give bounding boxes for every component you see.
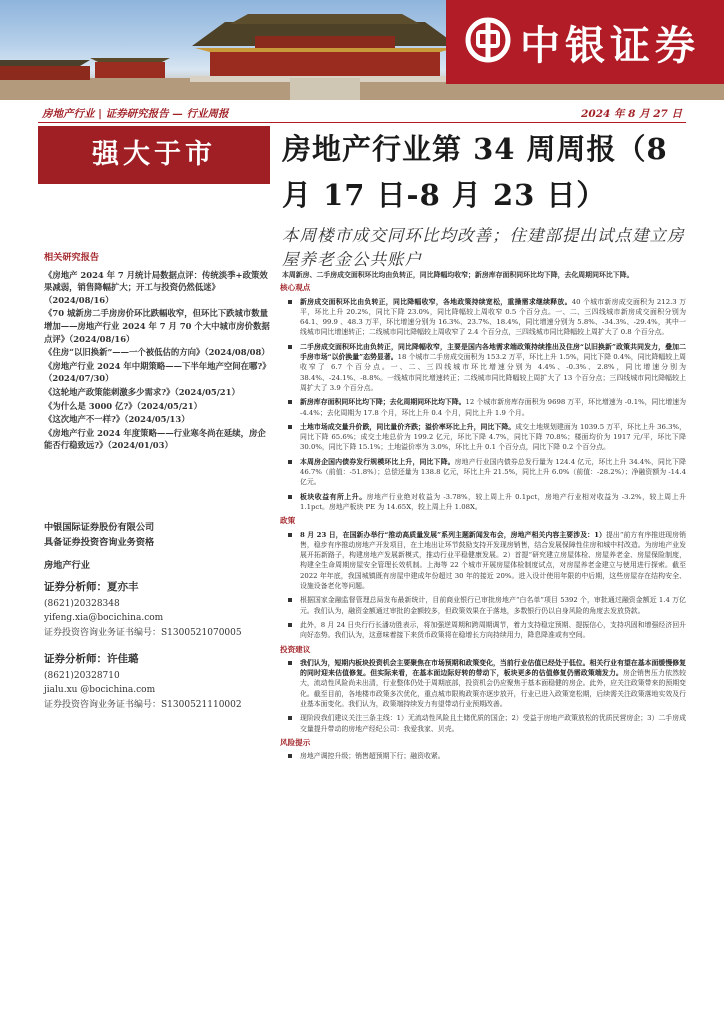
core-bullet [282,457,686,488]
section-heading-risk: 风险提示 [280,737,311,747]
bullet-text: 房地产行业绝对收益为 -3.78%，较上周上升 0.1pct，房地产行业相对收益为 -3.2%，较上周上升 1.1pct。房地产板块 PE 为 14.65X，较上周上升 1.08X。 [300,492,686,511]
boc-logo-icon [464,16,512,64]
analyst-phone: (8621)20328710 [44,670,120,681]
related-report-item[interactable]: 《这轮地产政策能刺激多少需求?》（2024/05/21） [44,386,240,397]
bullet-bold: 二手房成交面积环比由负转正，同比降幅收窄，主要是国内各地需求端政策持续推出及住房“以旧换新”政策共同发力，叠加二手房市场“以价换量”态势显著。 [300,342,686,362]
bullet-text: 12 个城市新房库存面积为 9698 万平，环比增速为 -0.1%，同比增速为 -4.4%；去化周期为 17.8 个月，环比上升 0.4 个月，同比上升 1.9 个月。 [300,398,687,417]
analyst-name: 夏亦丰 [107,581,139,593]
bullet-text: 房地产行业国内债券总发行量为 124.4 亿元，环比上升 34.4%，同比下降 46.7%（前值：-51.8%）；总偿还量为 138.8 亿元，环比上升 21.5%，同比上升 6.0%（前值：-28.2%）；净融资额为 -14.4 亿元。 [300,457,686,487]
core-bullet [282,397,686,418]
title-block [282,126,686,272]
rating-badge: 强大于市 [38,126,270,184]
company-info [44,520,270,573]
left-sidebar [38,126,270,184]
analyst-license: 证券投资咨询业务证书编号：S1300521070005 [44,627,242,638]
bullet-bold: 板块收益有所上升。 [300,492,367,501]
report-date: 2024 年 8 月 27 日 [581,108,682,120]
core-bullet [282,422,686,453]
bullet-text: 成交土地规划建面为 1039.5 万平，环比上升 36.3%，同比下降 65.6%；成交土地总价为 199.2 亿元，环比下降 4.7%，同比下降 70.8%；楼面均价为 1917 元/平，环比下降 30.0%，同比下降 15.1%；土地溢价率为 3.0%，环比上升 0.1 个百分点，同比下降 0.2 个百分点。 [300,422,686,452]
core-bullet [282,492,686,513]
related-report-item[interactable]: 《房地产行业 2024 年中期策略——下半年地产空间在哪?》（2024/07/30） [44,360,267,384]
bullet-text: 房企销售压力依然较大，流动性风险尚未出清，行业整体仍处于周期底部，投资机会仍应聚焦于基本面稳健的房企。此外，应关注政策带来的预期变化。截至目前，各地楼市政策多次优化，重点城市限购政策亦逐步放开，行业已进入政策宽松期，后续需关注政策落地实效及行业基本面变化。我们认为，政策端持续发力有望带动行业预期改善。 [300,669,687,708]
policy-bullet [282,595,686,616]
related-report-item[interactable]: 《房地产 2024 年 7 月统计局数据点评：传统淡季+政策效果减弱，销售降幅扩大；开工与投资仍然低迷》（2024/08/16） [44,269,268,305]
company-dept: 房地产行业 [44,560,90,571]
policy-bullet [282,530,686,592]
analyst-name: 许佳璐 [107,653,139,665]
analyst-name-line [44,652,270,667]
core-bullet [282,297,686,338]
invest-bullet [282,658,686,709]
bullet-text: 40 个城市新房成交面积为 212.3 万平，环比上升 20.2%，同比下降 23.0%，同比降幅较上周收窄 0.5 个百分点。一、二、三四线城市新房成交面积分别为 64.1、99.9 、48.3 万平，环比增速分别为 16.3%、23.7%、18.4%，同比增速分别为 5.8%、-34.3%、-29.4%，其中一线城市同比增速转正；二线城市同比降幅较上周收窄了 2.4 个百分点，三四线城市同比降幅较上周扩大了 0.8 个百分点。 [300,297,686,337]
related-report-item[interactable]: 《70 城新房二手房房价环比跌幅收窄，但环比下跌城市数量增加——房地产行业 2024 年 7 月 70 个大中城市房价数据点评》（2024/08/16） [44,308,270,344]
bullet-text: 此外，8 月 24 日央行行长潘功胜表示，将加强逆周期和跨周期调节，着力支持稳定预期、提振信心，支持巩固和增强经济回升向好态势。我们认为，这意味着接下来货币政策将在稳增长方向持续用力，降息降准或有空间。 [300,620,686,640]
bullet-bold: 新房成交面积环比由负转正，同比降幅收窄，各地政策持续宽松，重操需求继续释放。 [300,297,572,306]
logo-text: 中银证券 [520,23,700,69]
bullet-text: 18 个城市二手房成交面积为 153.2 万平，环比上升 1.5%，同比下降 0.4%，同比降幅较上周收窄了 6.7 个百分点。一、二、三四线城市环比增速分别为 4.4%、-0.3%、2.8%，同比增速分别为 38.4%、-24.1%、-8.8%。一线城市同比增速转正；二线城市同比降幅较上周扩大了 13 个百分点；三四线城市同比降幅较上周扩大了 3.9 个百分点。 [300,353,686,392]
analyst-license: 证券投资咨询业务证书编号：S1300521110002 [44,699,242,710]
bullet-text: 根据国家金融监督管理总局发布最新统计，目前商业银行已审批房地产“白名单”项目 5392 个，审批通过融资金额近 1.4 万亿元。我们认为，融资金额通过审批的金额较多，但政策效果在于落地，多数银行仍以自身风险的角度去发放贷款。 [300,596,686,615]
risk-bullet [282,751,686,761]
related-report-item[interactable]: 《这次地产不一样?》（2024/05/13） [44,414,190,425]
analyst-email[interactable]: yifeng.xia@bocichina.com [44,613,164,623]
bullet-bold: 土地市场成交量升价跌，同比量价齐跌；溢价率环比上升，同比下降。 [300,422,516,431]
report-title: 房地产行业第 34 周周报（8 月 17 日-8 月 23 日） [282,132,668,212]
header-banner [0,0,724,100]
report-category: 房地产行业 | 证券研究报告 — 行业周报 [42,108,229,120]
bullet-text: 提出“前方有序推进现房销售，稳步有序推动房地产开发项目，在土地出让环节鼓励支持开发现房销售，结合发展保障性住房和城中村改造。为房地产业发展开拓新路子，构建房地产发展新模式，推动行业平稳健康发展。2）首提“研究建立房屋体检、房屋养老金、房屋保险制度，构建全生命周期房屋安全管理长效机制。上海等 22 个城市开展房屋体检制度试点，对房屋养老金建立与使用进行探索。截至 2022 年年底，我国城镇既有房屋中建成年份超过 30 年的接近 20%。进入设计使用年限的中后期，这些房屋存在结构安全、设施设备老化等问题。 [300,530,686,591]
bullet-bold: 8 月 23 日，在国新办举行“推动高质量发展”系列主题新闻发布会，房地产相关内容主要涉及：1） [300,530,606,539]
analyst-email[interactable]: jialu.xu @bocichina.com [44,685,156,695]
company-qualification: 具备证券投资咨询业务资格 [44,537,155,548]
bullet-bold: 我们认为，短期内板块投资机会主要聚焦在市场预期和政策变化，当前行业估值已经处于低位。相关行业有望在基本面缓慢修复的同时迎来估值修复。但实际来看，在基本面边际好转的带动下，板块更多的估值修复仍需政策端发力。 [300,658,686,678]
section-heading-invest: 投资建议 [280,644,311,654]
related-report-item[interactable]: 《房地产行业 2024 年度策略——行业寒冬尚在延续，房企能否行稳致远?》（2024/01/03） [44,427,266,451]
analyst-card [44,580,270,640]
section-heading-core: 核心观点 [280,283,311,293]
section-heading-policy: 政策 [280,516,296,526]
company-name: 中银国际证券股份有限公司 [44,522,155,533]
report-lead: 本周新房、二手房成交面积环比均由负转正，同比降幅均收窄；新房库存面积同环比均下降，去化周期同环比下降。 [282,271,634,279]
analyst-label: 证券分析师： [44,653,107,665]
invest-bullet [282,713,686,734]
related-report-item[interactable]: 《住房“以旧换新”——一个被低估的方向》（2024/08/08） [44,347,270,358]
policy-bullet [282,620,686,641]
related-reports [44,252,270,453]
related-report-item[interactable]: 《为什么是 3000 亿?》（2024/05/21） [44,400,202,411]
bullet-text: 房地产调控升级；销售超预期下行；融资收紧。 [300,752,445,761]
report-body [282,270,686,765]
bullet-bold: 新房库存面积同环比均下降；去化周期同环比均下降。 [300,398,466,407]
analyst-name-line [44,580,270,595]
bullet-bold: 本周房企国内债券发行规模环比上升，同比下降。 [300,457,455,466]
logo-panel [446,0,724,84]
analyst-phone: (8621)20328348 [44,598,120,609]
analyst-label: 证券分析师： [44,581,107,593]
core-bullet [282,342,686,393]
bullet-text: 现阶段我们建议关注三条主线：1）无流动性风险且土储优质的国企；2）受益于房地产政策放松的优质民营房企；3）二手房成交量提升带动的房地产经纪公司：我爱我家、贝壳。 [300,714,686,733]
report-subtitle: 本周楼市成交同环比均改善；住建部提出试点建立房屋养老金公共账户 [282,226,685,269]
analyst-card [44,652,270,712]
related-reports-heading: 相关研究报告 [44,252,100,263]
report-header [38,103,686,123]
